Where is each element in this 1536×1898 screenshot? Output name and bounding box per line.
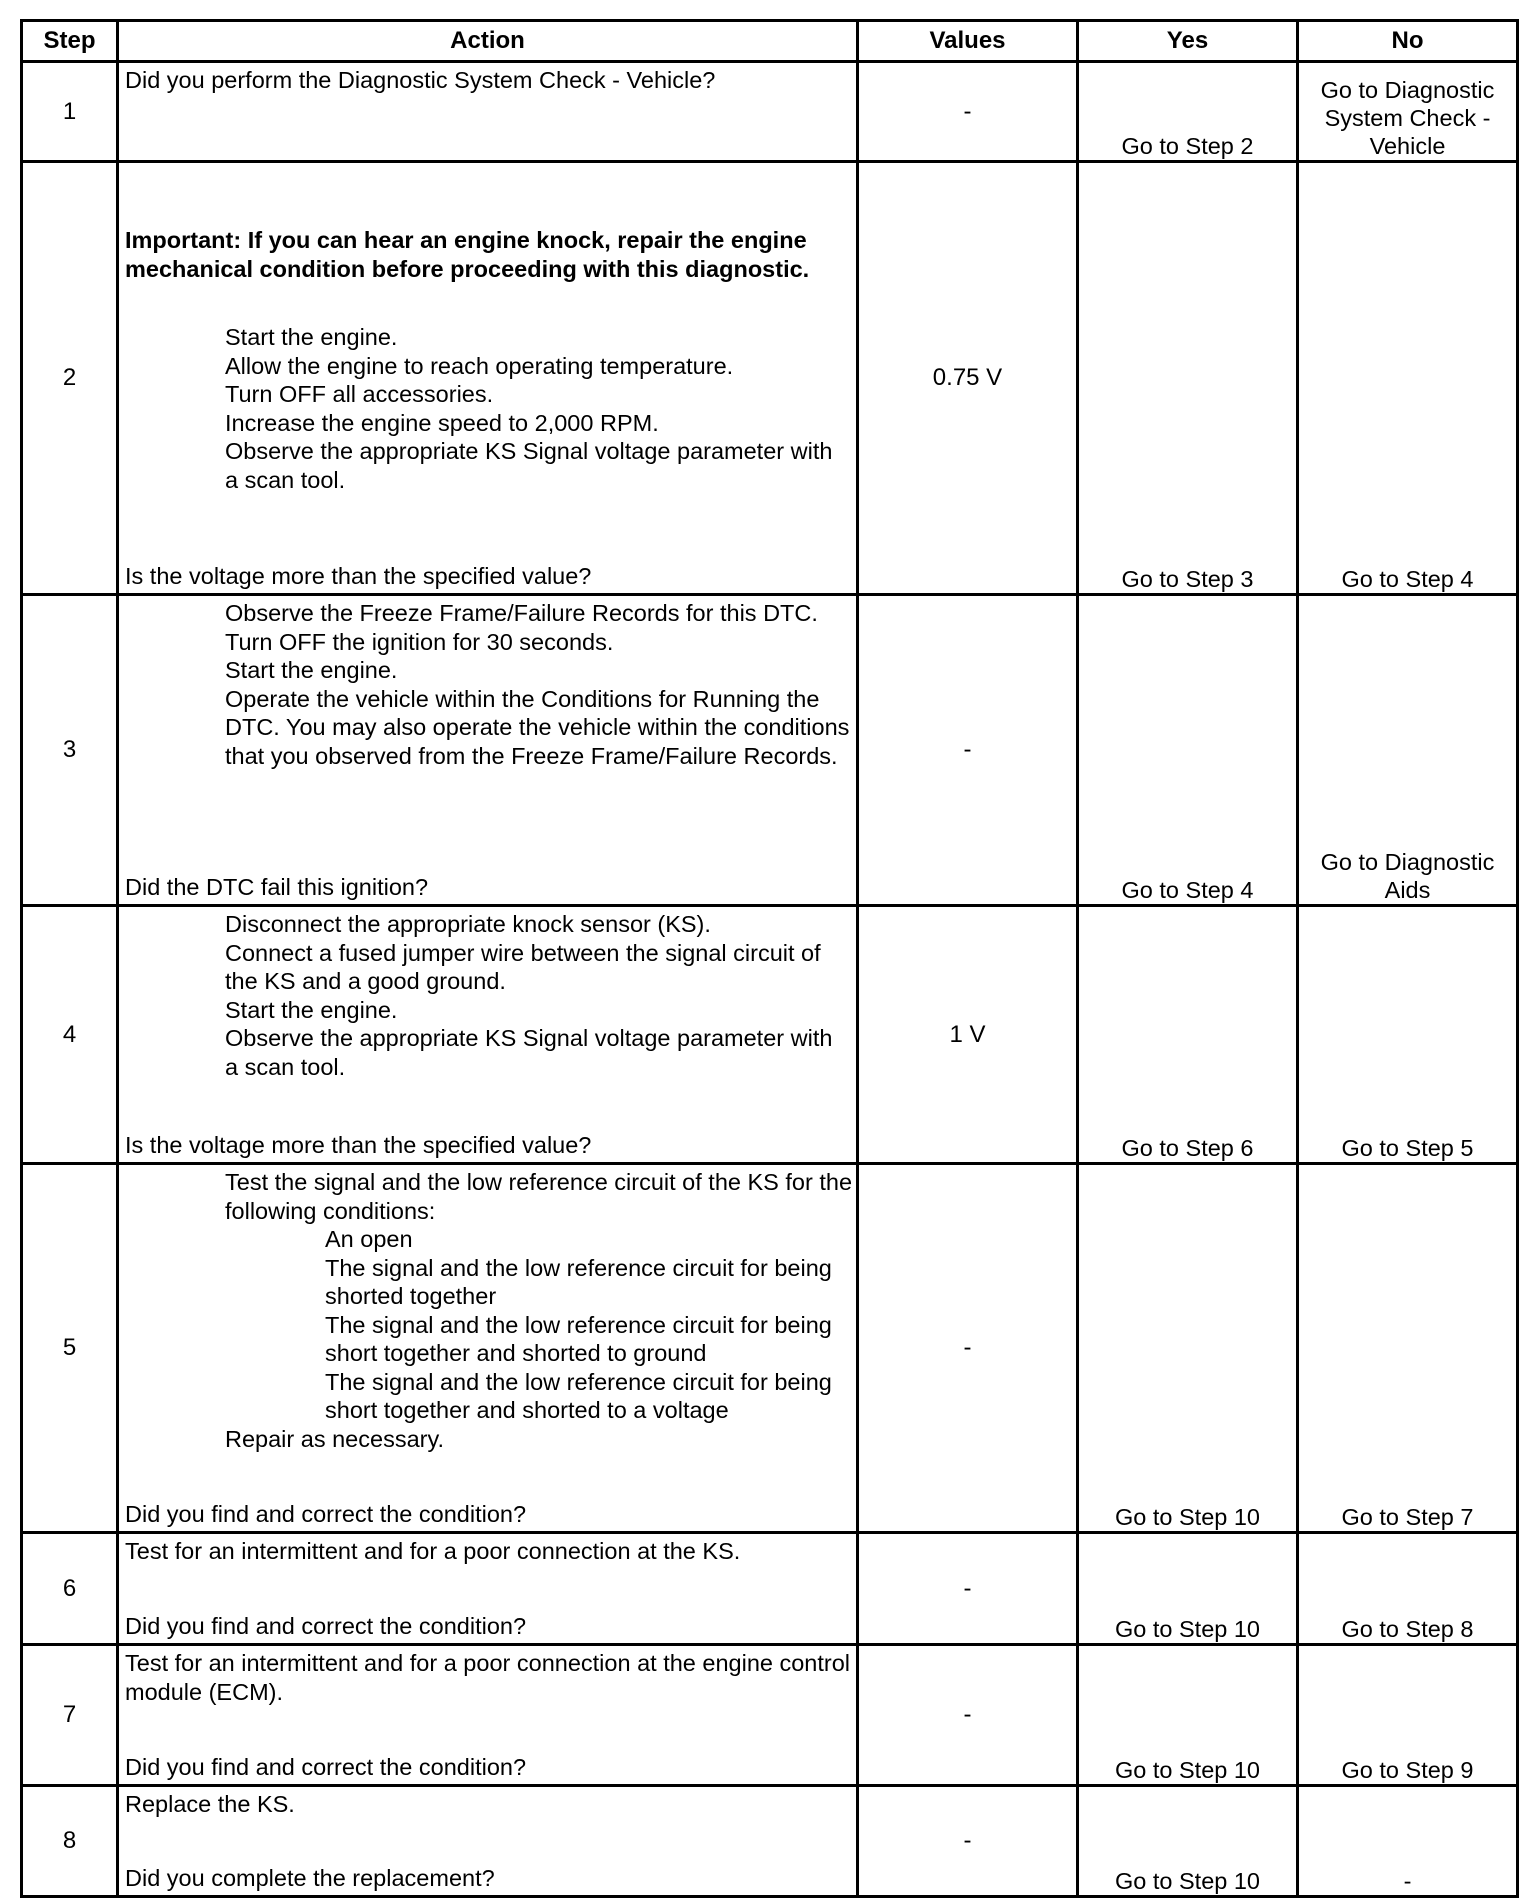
header-action: Action [118,21,858,62]
action-question: Did you find and correct the condition? [125,1500,527,1527]
action-step: Start the engine. [225,657,398,683]
yes-cell: Go to Step 4 [1078,595,1298,906]
action-step: Operate the vehicle within the Conditions for Running the DTC. You may also operate the vehicle within the conditions that you observed from the Freeze Frame/Failure Records. [225,685,856,769]
action-question: Did you find and correct the condition? [125,1753,527,1780]
no-cell: Go to Diagnostic Aids [1298,595,1518,906]
header-no: No [1298,21,1518,62]
table-row [22,1645,1518,1786]
action-question: Did you find and correct the condition? [125,1612,527,1639]
table-row [22,1533,1518,1645]
table-row [22,62,1518,162]
value-cell: 1 V [858,906,1078,1164]
action-text: Test for an intermittent and for a poor connection at the KS. [125,1538,741,1564]
action-step: Start the engine. [225,996,398,1023]
action-step: Turn OFF all accessories. [225,381,494,407]
table-row [22,1164,1518,1533]
important-note: Important: If you can hear an engine knock, repair the engine mechanical condition before proceeding with this diagnostic. [125,227,810,282]
value-cell: - [858,595,1078,906]
action-cell [118,1164,858,1533]
action-step: Repair as necessary. [225,1425,444,1452]
value-cell: - [858,1164,1078,1533]
action-cell [118,162,858,595]
sub-condition: The signal and the low reference circuit for being short together and shorted to ground [325,1311,839,1366]
yes-cell: Go to Step 10 [1078,1786,1298,1897]
sub-condition: The signal and the low reference circuit for being short together and shorted to a voltage [325,1368,839,1423]
yes-cell: Go to Step 3 [1078,162,1298,595]
action-question: Did you complete the replacement? [125,1864,495,1891]
action-step: Observe the appropriate KS Signal voltage parameter with a scan tool. [225,438,839,493]
header-yes: Yes [1078,21,1298,62]
table-row [22,906,1518,1164]
value-cell: - [858,62,1078,162]
sub-condition: The signal and the low reference circuit for being shorted together [325,1254,839,1309]
action-step: Disconnect the appropriate knock sensor (KS). [225,911,711,937]
table-row [22,162,1518,595]
action-cell [118,62,858,162]
no-cell: Go to Diagnostic System Check - Vehicle [1298,62,1518,162]
yes-cell: Go to Step 10 [1078,1645,1298,1786]
header-step: Step [22,21,118,62]
no-cell: Go to Step 4 [1298,162,1518,595]
value-cell: 0.75 V [858,162,1078,595]
action-step: Allow the engine to reach operating temperature. [225,352,734,379]
action-step: Observe the appropriate KS Signal voltage parameter with a scan tool. [225,1025,839,1080]
step-number: 2 [22,162,118,595]
action-cell [118,1645,858,1786]
yes-cell: Go to Step 6 [1078,906,1298,1164]
value-cell: - [858,1645,1078,1786]
step-number: 5 [22,1164,118,1533]
action-question: Did the DTC fail this ignition? [125,873,429,900]
no-cell: Go to Step 7 [1298,1164,1518,1533]
value-cell: - [858,1786,1078,1897]
no-cell: Go to Step 9 [1298,1645,1518,1786]
action-step: Turn OFF the ignition for 30 seconds. [225,628,614,655]
action-text: Test for an intermittent and for a poor connection at the engine control module (ECM). [125,1650,857,1705]
action-step: Observe the Freeze Frame/Failure Records for this DTC. [225,600,818,626]
table-row [22,1786,1518,1897]
action-step: Test the signal and the low reference circuit of the KS for the following conditions: [225,1169,859,1224]
action-cell [118,1533,858,1645]
step-number: 3 [22,595,118,906]
action-step: Start the engine. [225,324,398,350]
table-row [22,595,1518,906]
action-question: Is the voltage more than the specified value? [125,562,592,589]
action-step: Connect a fused jumper wire between the signal circuit of the KS and a good ground. [225,939,828,994]
step-number: 1 [22,62,118,162]
sub-condition: An open [325,1226,413,1252]
action-step: Increase the engine speed to 2,000 RPM. [225,409,659,436]
header-row [22,21,1518,62]
step-number: 8 [22,1786,118,1897]
diagnostic-table [20,19,1519,1898]
yes-cell: Go to Step 10 [1078,1164,1298,1533]
action-question: Is the voltage more than the specified value? [125,1131,592,1158]
action-text: Did you perform the Diagnostic System Check - Vehicle? [125,67,716,93]
no-cell: - [1298,1786,1518,1897]
action-cell [118,1786,858,1897]
action-text: Replace the KS. [125,1791,295,1817]
yes-cell: Go to Step 2 [1078,62,1298,162]
value-cell: - [858,1533,1078,1645]
yes-cell: Go to Step 10 [1078,1533,1298,1645]
step-number: 6 [22,1533,118,1645]
step-number: 4 [22,906,118,1164]
no-cell: Go to Step 8 [1298,1533,1518,1645]
action-cell [118,906,858,1164]
no-cell: Go to Step 5 [1298,906,1518,1164]
header-values: Values [858,21,1078,62]
step-number: 7 [22,1645,118,1786]
action-cell [118,595,858,906]
